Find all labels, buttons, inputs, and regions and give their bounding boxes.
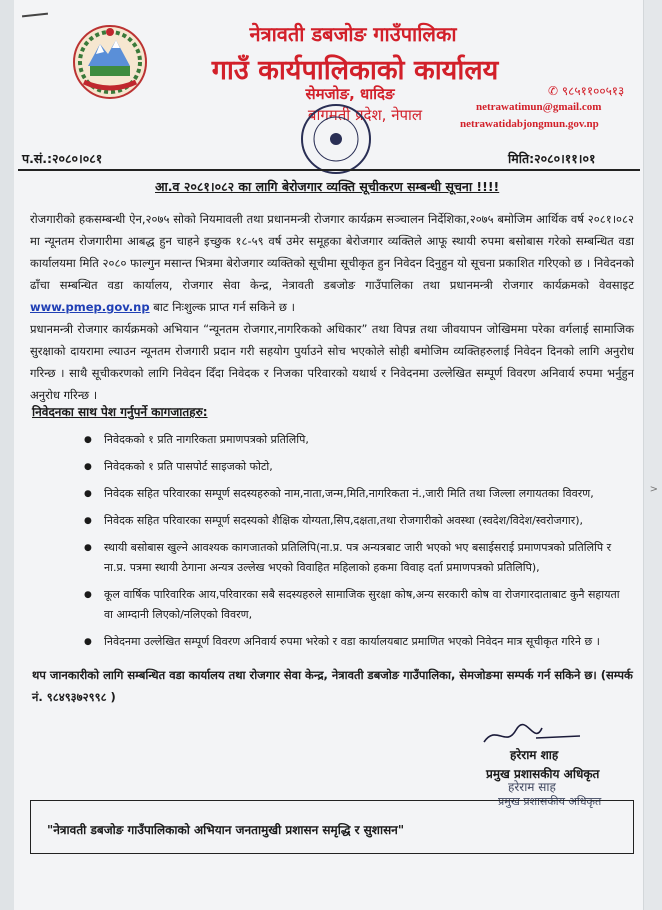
- list-item: ● निवेदनमा उल्लेखित सम्पूर्ण विवरण अनिवार्य रुपमा भरेको र वडा कार्यालयबाट प्रमाणित भएको निवेदन मात्र सूचीकृत गरिने छ ।: [90, 632, 630, 652]
- notice-date: मिति:२०८०।११।०१: [508, 151, 596, 166]
- office-province: बागमती प्रदेश, नेपाल: [307, 106, 423, 124]
- phone-number: [548, 82, 624, 99]
- list-item: ● निवेदकको १ प्रति नागरिकता प्रमाणपत्रको प्रतिलिपि,: [90, 430, 630, 450]
- scan-edge-right: [643, 0, 662, 910]
- office-name: गाउँ कार्यपालिकाको कार्यालय: [211, 55, 499, 86]
- scan-edge-left: [0, 0, 14, 910]
- stamp-title: प्रमुख प्रशासकीय अधिकृत: [498, 795, 602, 808]
- municipality-name: नेत्रावती डबजोङ गाउँपालिका: [249, 22, 457, 46]
- office-location: सेमजोङ, धादिङ: [305, 85, 395, 103]
- documents-list: [90, 430, 630, 659]
- list-item: ● स्थायी बसोबास खुल्ने आवश्यक कागजातको प्रतिलिपि(ना.प्र. पत्र अन्यत्रबाट जारी भएको भए बसाईसराई प्रमाणपत्रको प्रतिलिपि र ना.प्र. पत्रमा स्थायी ठेगाना अन्यत्र उल्लेख भएको विवाहित महिलाको हकमा विवाह दर्ता प्रमाणपत्रको प्रतिलिपि),: [90, 538, 630, 578]
- paragraph-2: प्रधानमन्त्री रोजगार कार्यक्रमको अभियान “न्यूनतम रोजगार,नागरिकको अधिकार” तथा विपन्न तथा जीवयापन जोखिममा परेका वर्गलाई सामाजिक सुरक्षाको दायरामा ल्याउन न्यूनतम रोजगारी प्रदान गरी सहयोग पुर्याउने सोच भएकोले सोही बमोजिम व्यक्तिहरुलाई निवेदन दिनको लागि अनुरोध गरिन्छ । साथै सूचीकरणको लागि निवेदन दिँदा निवेदक र निजका परिवारको यथार्थ र निवेदनमा उल्लेखित सम्पूर्ण विवरण अनिवार्य रुपमा भर्नुहुन अनुरोध गरिन्छ ।: [30, 322, 634, 402]
- list-item: ● निवेदकको १ प्रति पासपोर्ट साइजको फोटो,: [90, 457, 630, 477]
- stamp-name: हरेराम साह: [508, 780, 556, 794]
- signatory-name: हरेराम शाह: [510, 748, 559, 762]
- office-seal-icon: [296, 102, 376, 176]
- contact-info: थप जानकारीको लागि सम्बन्धित वडा कार्यालय तथा रोजगार सेवा केन्द्र, नेत्रावती डबजोङ गाउँपालिका, सेमजोङमा सम्पर्क गर्न सकिने छ। (सम्पर्क नं. ९८४९३७२९९८ ): [32, 668, 633, 704]
- phone-icon: ✆: [548, 84, 559, 98]
- list-item: ● निवेदक सहित परिवारका सम्पूर्ण सदस्यको शैक्षिक योग्यता,सिप,दक्षता,तथा रोजगारीको अवस्था (स्वदेश/विदेश/स्वरोजगार),: [90, 511, 630, 531]
- paragraph-1-tail: बाट निःशुल्क प्राप्त गर्न सकिने छ ।: [149, 300, 295, 314]
- header-divider: [18, 169, 640, 171]
- margin-tick: >: [649, 484, 658, 495]
- motto-text: "नेत्रावती डबजोङ गाउँपालिकाको अभियान जनतामुखी प्रशासन समृद्धि र सुशासन": [47, 823, 405, 837]
- website-address: netrawatidabjongmun.gov.np: [460, 118, 599, 130]
- pmep-website-link[interactable]: www.pmep.gov.np: [30, 300, 150, 314]
- pen-mark: [22, 13, 48, 18]
- reference-number: प.सं.:२०८०।०८१: [22, 151, 103, 166]
- paragraph-1-text: रोजगारीको हकसम्बन्धी ऐन,२०७५ सोको नियमावली तथा प्रधानमन्त्री रोजगार कार्यक्रम सञ्चालन निर्देशिका,२०७५ बमोजिम आर्थिक वर्ष २०८१।०८२ मा न्यूनतम रोजगारीमा आबद्ध हुन चाहने इच्छुक १८-५९ वर्ष उमेर समूहका बेरोजगार व्यक्तिले आफू स्थायी रुपमा बसोबास गरेको सम्बन्धित वडा कार्यालयमा मिति २०८० फाल्गुन मसान्त भित्रमा बेरोजगार व्यक्तिको सूचीमा सूचीकृत हुन निवेदन दिनुहुन यो सूचना प्रकाशित गरिएको छ । निवेदनको ढाँचा सम्बन्धित वडा कार्यालय, रोजगार सेवा केन्द्र, नेत्रावती डबजोङ गाउँपालिका तथा प्रधानमन्त्री रोजगार कार्यक्रमको वेवसाइट: [30, 212, 634, 292]
- phone-value: ९८५११००५१३: [561, 84, 625, 98]
- paragraph-1: [30, 208, 634, 318]
- email-address: netrawatimun@gmail.com: [476, 101, 602, 113]
- motto-box: [30, 800, 634, 854]
- notice-subject: आ.व २०८१।०८२ का लागि बेरोजगार व्यक्ति सूचीकरण सम्बन्धी सूचना !!!!: [155, 179, 500, 194]
- list-item: ● निवेदक सहित परिवारका सम्पूर्ण सदस्यहरुको नाम,नाता,जन्म,मिति,नागरिकता नं.,जारी मिति तथा जिल्ला लगायतका विवरण,: [90, 484, 630, 504]
- nepal-emblem-icon: [70, 22, 150, 100]
- list-item: ● कूल वार्षिक पारिवारिक आय,परिवारका सबै सदस्यहरुले सामाजिक सुरक्षा कोष,अन्य सरकारी कोष वा रोजगारदाताबाट कुनै सहायता वा आम्दानी लिएको/नलिएको विवरण,: [90, 585, 630, 625]
- documents-heading: निवेदनका साथ पेश गर्नुपर्ने कागजातहरु:: [32, 405, 208, 419]
- signatory-title: प्रमुख प्रशासकीय अधिकृत: [486, 767, 600, 781]
